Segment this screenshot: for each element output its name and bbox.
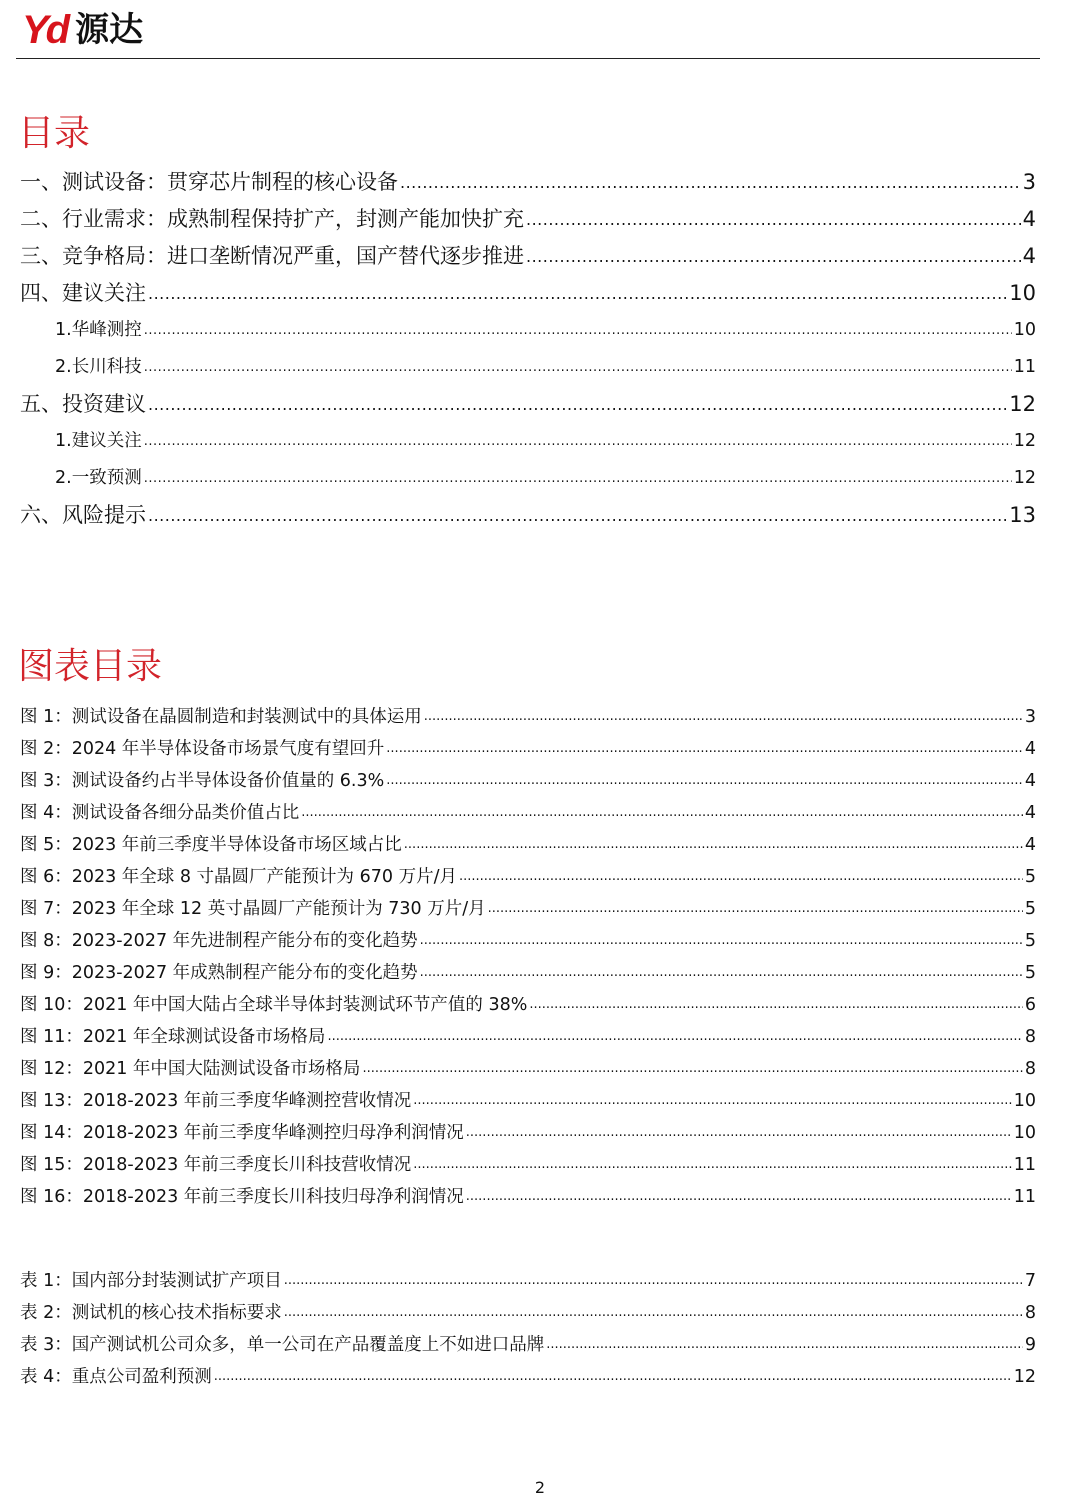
dot-leader (284, 1265, 1023, 1297)
toc-entry[interactable] (20, 275, 1036, 312)
dot-leader (420, 957, 1023, 989)
table-entry-text: 表 3：国产测试机公司众多，单一公司在产品覆盖度上不如进口品牌 (20, 1335, 545, 1355)
figure-entry-text: 图 2：2024 年半导体设备市场景气度有望回升 (20, 739, 385, 759)
table-entry[interactable] (20, 1361, 1036, 1393)
dot-leader (148, 386, 1007, 423)
figure-entry-page: 5 (1024, 963, 1036, 983)
figure-entry-page: 4 (1024, 835, 1036, 855)
toc-entry-page: 10 (1013, 320, 1036, 340)
header-divider (16, 58, 1040, 59)
header-logo (22, 8, 143, 52)
figure-entry[interactable] (20, 1085, 1036, 1117)
dot-leader (459, 861, 1023, 893)
table-entry[interactable] (20, 1265, 1036, 1297)
dot-leader (526, 238, 1021, 275)
figure-entry-text: 图 16：2018-2023 年前三季度长川科技归母净利润情况 (20, 1187, 464, 1207)
figure-entry-page: 5 (1024, 931, 1036, 951)
brand-logo-mark: Yd (22, 8, 68, 52)
toc-entry-text: 六、风险提示 (20, 503, 146, 527)
table-entry[interactable] (20, 1297, 1036, 1329)
figure-entry-text: 图 12：2021 年中国大陆测试设备市场格局 (20, 1059, 361, 1079)
figure-entry-page: 3 (1024, 707, 1036, 727)
figure-entry[interactable] (20, 957, 1036, 989)
dot-leader (526, 201, 1021, 238)
toc-entry-text: 一、测试设备：贯穿芯片制程的核心设备 (20, 170, 398, 194)
figures-title: 图表目录 (18, 646, 163, 687)
figure-entry-page: 8 (1024, 1027, 1036, 1047)
figure-entry-text: 图 15：2018-2023 年前三季度长川科技营收情况 (20, 1155, 412, 1175)
dot-leader (144, 423, 1012, 460)
toc-entry-page: 11 (1013, 357, 1036, 377)
toc-entry-text: 四、建议关注 (20, 281, 146, 305)
dot-leader (327, 1021, 1022, 1053)
dot-leader (148, 275, 1007, 312)
figure-entry[interactable] (20, 925, 1036, 957)
table-entry-page: 9 (1024, 1335, 1036, 1355)
toc-title: 目录 (18, 113, 91, 154)
dot-leader (466, 1181, 1012, 1213)
figure-entry[interactable] (20, 733, 1036, 765)
table-list (20, 1265, 1036, 1393)
dot-leader (413, 1149, 1011, 1181)
table-entry-page: 7 (1024, 1271, 1036, 1291)
figure-entry[interactable] (20, 1053, 1036, 1085)
figure-entry[interactable] (20, 701, 1036, 733)
figure-entry[interactable] (20, 829, 1036, 861)
toc-entry-page: 12 (1013, 468, 1036, 488)
toc-entry-text: 1.华峰测控 (55, 320, 142, 340)
figure-entry-page: 6 (1024, 995, 1036, 1015)
figure-entry-page: 4 (1024, 771, 1036, 791)
figure-entry-text: 图 8：2023-2027 年先进制程产能分布的变化趋势 (20, 931, 418, 951)
toc-entry-text: 二、行业需求：成熟制程保持扩产，封测产能加快扩充 (20, 207, 524, 231)
dot-leader (420, 925, 1023, 957)
figure-entry[interactable] (20, 893, 1036, 925)
figure-entry-page: 11 (1013, 1155, 1036, 1175)
figure-entry-page: 11 (1013, 1187, 1036, 1207)
toc-entry-page: 3 (1022, 170, 1036, 194)
dot-leader (301, 797, 1023, 829)
toc-entry[interactable] (20, 201, 1036, 238)
dot-leader (214, 1361, 1012, 1393)
figure-entry[interactable] (20, 1117, 1036, 1149)
figure-entry-page: 5 (1024, 899, 1036, 919)
figure-entry-text: 图 9：2023-2027 年成熟制程产能分布的变化趋势 (20, 963, 418, 983)
toc-entry[interactable] (20, 238, 1036, 275)
toc-entry-page: 12 (1013, 431, 1036, 451)
dot-leader (386, 733, 1023, 765)
toc-entry-text: 1.建议关注 (55, 431, 142, 451)
toc-entry-page: 13 (1009, 503, 1036, 527)
toc-subentry[interactable] (20, 312, 1036, 349)
toc-entry[interactable] (20, 386, 1036, 423)
dot-leader (413, 1085, 1011, 1117)
dot-leader (404, 829, 1023, 861)
table-entry-text: 表 2：测试机的核心技术指标要求 (20, 1303, 282, 1323)
toc-entry-page: 4 (1022, 207, 1036, 231)
figure-entry-text: 图 11：2021 年全球测试设备市场格局 (20, 1027, 326, 1047)
figure-entry-page: 4 (1024, 803, 1036, 823)
table-entry[interactable] (20, 1329, 1036, 1361)
dot-leader (144, 312, 1012, 349)
figure-entry-text: 图 5：2023 年前三季度半导体设备市场区域占比 (20, 835, 402, 855)
figure-entry[interactable] (20, 861, 1036, 893)
toc-list (20, 164, 1036, 534)
toc-entry-page: 10 (1009, 281, 1036, 305)
figure-entry-text: 图 3：测试设备约占半导体设备价值量的 6.3% (20, 771, 385, 791)
figure-entry[interactable] (20, 989, 1036, 1021)
figure-entry-text: 图 7：2023 年全球 12 英寸晶圆厂产能预计为 730 万片/月 (20, 899, 486, 919)
figure-entry-text: 图 14：2018-2023 年前三季度华峰测控归母净利润情况 (20, 1123, 464, 1143)
toc-subentry[interactable] (20, 423, 1036, 460)
toc-entry-text: 五、投资建议 (20, 392, 146, 416)
figure-entry-text: 图 13：2018-2023 年前三季度华峰测控营收情况 (20, 1091, 412, 1111)
toc-entry-page: 12 (1009, 392, 1036, 416)
dot-leader (400, 164, 1021, 201)
toc-entry-text: 2.一致预测 (55, 468, 142, 488)
dot-leader (284, 1297, 1023, 1329)
figure-entry[interactable] (20, 765, 1036, 797)
dot-leader (362, 1053, 1022, 1085)
figure-entry-text: 图 10：2021 年中国大陆占全球半导体封装测试环节产值的 38% (20, 995, 528, 1015)
figure-entry[interactable] (20, 1181, 1036, 1213)
table-entry-text: 表 4：重点公司盈利预测 (20, 1367, 212, 1387)
toc-entry[interactable] (20, 164, 1036, 201)
table-entry-page: 12 (1013, 1367, 1036, 1387)
toc-entry-page: 4 (1022, 244, 1036, 268)
figure-entry-page: 4 (1024, 739, 1036, 759)
brand-logo-text: 源达 (75, 10, 144, 50)
dot-leader (424, 701, 1023, 733)
page-number: 2 (534, 1478, 546, 1497)
figure-entry[interactable] (20, 797, 1036, 829)
dot-leader (466, 1117, 1012, 1149)
figure-entry[interactable] (20, 1149, 1036, 1181)
dot-leader (546, 1329, 1023, 1361)
figure-entry-page: 10 (1013, 1123, 1036, 1143)
figure-entry-page: 8 (1024, 1059, 1036, 1079)
figure-entry-text: 图 4：测试设备各细分品类价值占比 (20, 803, 300, 823)
dot-leader (386, 765, 1023, 797)
toc-entry-text: 三、竞争格局：进口垄断情况严重，国产替代逐步推进 (20, 244, 524, 268)
dot-leader (148, 497, 1007, 534)
dot-leader (488, 893, 1023, 925)
toc-subentry[interactable] (20, 460, 1036, 497)
figure-entry-page: 10 (1013, 1091, 1036, 1111)
figure-entry[interactable] (20, 1021, 1036, 1053)
figure-list (20, 701, 1036, 1213)
figure-entry-text: 图 1：测试设备在晶圆制造和封装测试中的具体运用 (20, 707, 422, 727)
figure-entry-text: 图 6：2023 年全球 8 寸晶圆厂产能预计为 670 万片/月 (20, 867, 457, 887)
toc-entry[interactable] (20, 497, 1036, 534)
dot-leader (144, 349, 1012, 386)
toc-subentry[interactable] (20, 349, 1036, 386)
table-entry-text: 表 1：国内部分封装测试扩产项目 (20, 1271, 282, 1291)
toc-entry-text: 2.长川科技 (55, 357, 142, 377)
table-entry-page: 8 (1024, 1303, 1036, 1323)
figure-entry-page: 5 (1024, 867, 1036, 887)
dot-leader (144, 460, 1012, 497)
dot-leader (529, 989, 1022, 1021)
